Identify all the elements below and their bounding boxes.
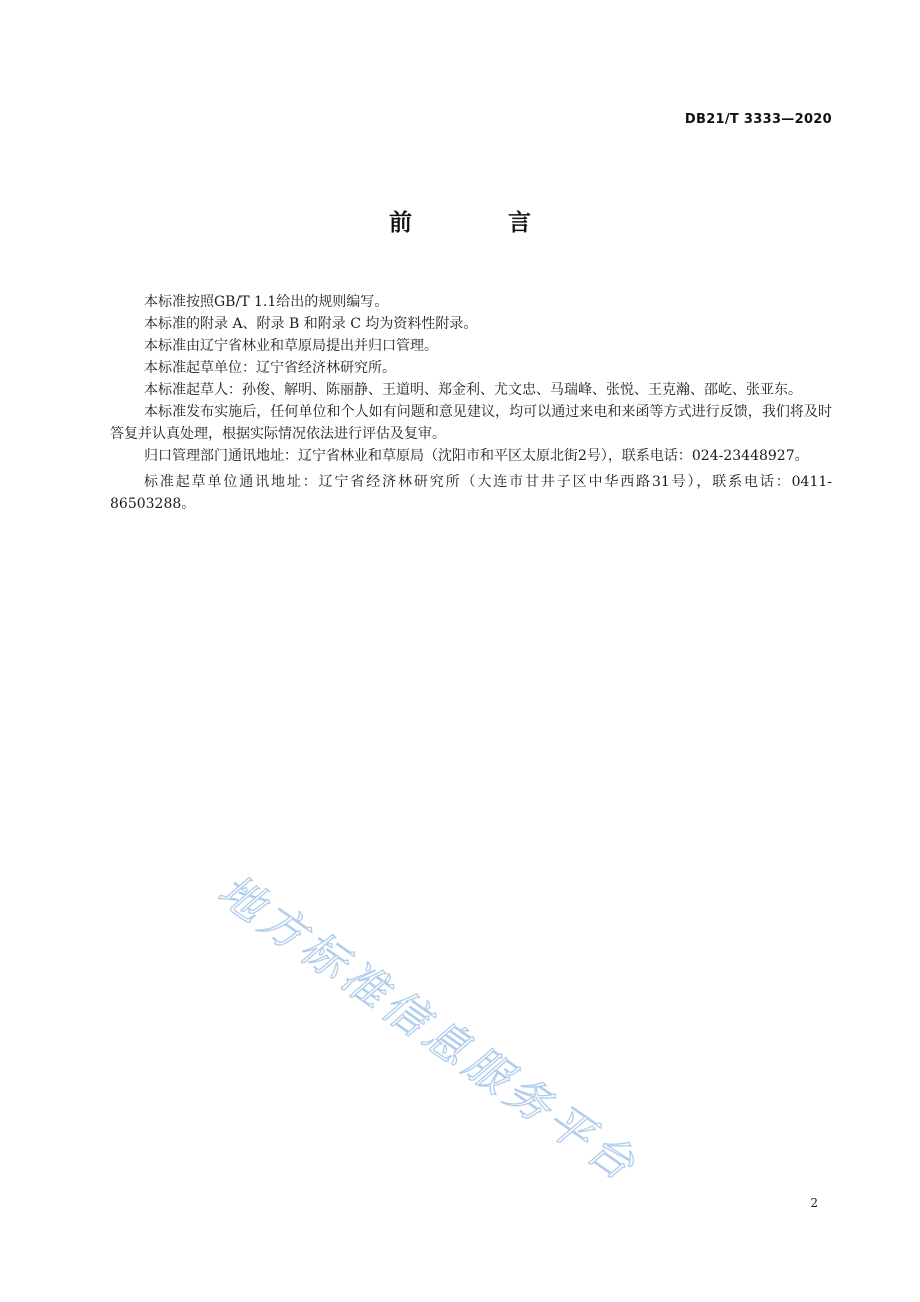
paragraph-drafting-unit: 本标准起草单位：辽宁省经济林研究所。 — [144, 360, 396, 376]
watermark-text: 地方标准信息服务平台 — [208, 864, 648, 1194]
paragraph-appendices: 本标准的附录 A、附录 B 和附录 C 均为资料性附录。 — [144, 316, 478, 332]
paragraph-feedback: 本标准发布实施后，任何单位和个人如有问题和意见建议，均可以通过来电和来函等方式进行反馈，我们将及时答复并认真处理，根据实际情况依法进行评估及复审。 — [110, 404, 832, 442]
foreword-body — [110, 291, 832, 515]
paragraph-drafting-rules: 本标准按照GB/T 1.1给出的规则编写。 — [144, 294, 389, 310]
paragraph-proposer: 本标准由辽宁省林业和草原局提出并归口管理。 — [144, 338, 438, 354]
paragraph-admin-contact: 归口管理部门通讯地址：辽宁省林业和草原局（沈阳市和平区太原北街2号），联系电话：024-23448927。 — [144, 448, 809, 464]
page-number: 2 — [810, 1196, 818, 1210]
section-title: 前 言 — [388, 210, 575, 236]
paragraph-drafter-contact: 标准起草单位通讯地址：辽宁省经济林研究所（大连市甘井子区中华西路31号），联系电话：0411-86503288。 — [110, 474, 832, 512]
paragraph-drafters: 本标准起草人：孙俊、解明、陈丽静、王道明、郑金利、尤文忠、马瑞峰、张悦、王克瀚、邵屹、张亚东。 — [144, 382, 802, 398]
standard-code: DB21/T 3333—2020 — [684, 112, 832, 127]
